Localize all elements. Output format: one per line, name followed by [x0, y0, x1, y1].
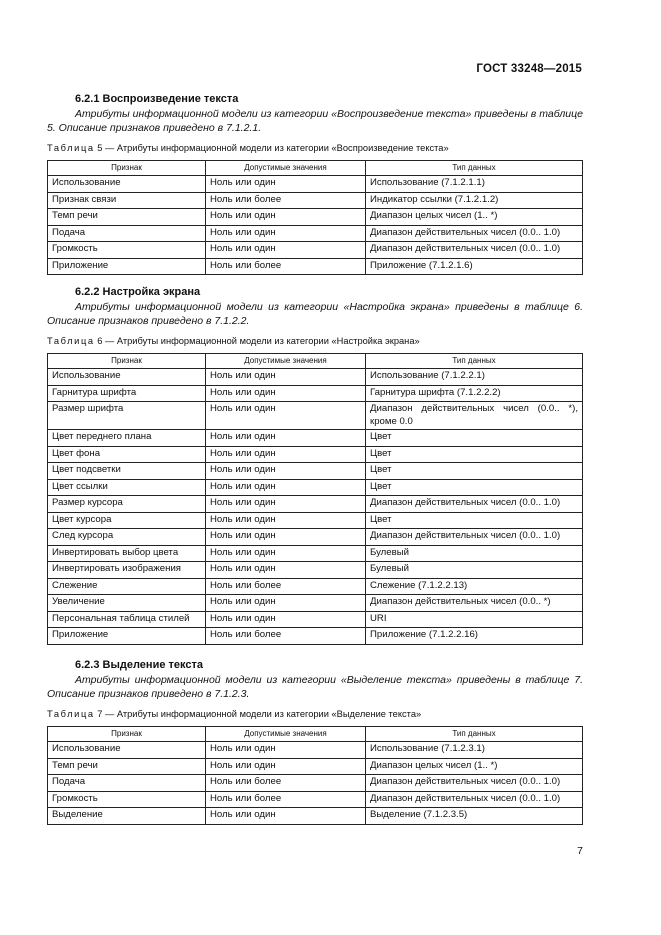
data-type-cell: Гарнитура шрифта (7.1.2.2.2): [366, 385, 583, 402]
attribute-cell: Цвет переднего плана: [48, 430, 206, 447]
attribute-cell: Использование: [48, 742, 206, 759]
attribute-cell: Темп речи: [48, 758, 206, 775]
table-caption: [47, 143, 583, 154]
allowed-values-cell: Ноль или один: [206, 512, 366, 529]
data-type-cell: Приложение (7.1.2.2.16): [366, 628, 583, 645]
attribute-cell: Размер шрифта: [48, 402, 206, 430]
section-description: Атрибуты информационной модели из категории «Настройка экрана» приведены в таблице 6. Описание признаков приведено в 7.1.2.2.: [47, 301, 583, 327]
table-caption: [47, 336, 583, 347]
table-row: [48, 595, 583, 612]
column-header-values: Допустимые значения: [206, 161, 366, 176]
allowed-values-cell: Ноль или один: [206, 369, 366, 386]
data-type-cell: Диапазон целых чисел (1.. *): [366, 209, 583, 226]
attribute-cell: Громкость: [48, 791, 206, 808]
allowed-values-cell: Ноль или один: [206, 611, 366, 628]
table-row: [48, 578, 583, 595]
attribute-cell: Громкость: [48, 242, 206, 259]
allowed-values-cell: Ноль или один: [206, 402, 366, 430]
data-type-cell: Булевый: [366, 562, 583, 579]
attributes-table: [47, 160, 583, 275]
table-row: [48, 529, 583, 546]
attribute-cell: Признак связи: [48, 192, 206, 209]
section-6-2-1: [47, 93, 583, 275]
allowed-values-cell: Ноль или более: [206, 192, 366, 209]
allowed-values-cell: Ноль или один: [206, 742, 366, 759]
column-header-type: Тип данных: [366, 727, 583, 742]
table-row: [48, 369, 583, 386]
allowed-values-cell: Ноль или один: [206, 430, 366, 447]
attribute-cell: Цвет подсветки: [48, 463, 206, 480]
table-caption-prefix: Таблица: [47, 709, 95, 719]
attributes-table: [47, 353, 583, 645]
allowed-values-cell: Ноль или один: [206, 529, 366, 546]
table-row: [48, 385, 583, 402]
table-header-row: [48, 727, 583, 742]
allowed-values-cell: Ноль или более: [206, 791, 366, 808]
table-caption: [47, 709, 583, 720]
section-title: 6.2.1 Воспроизведение текста: [75, 93, 239, 105]
table-row: [48, 545, 583, 562]
data-type-cell: Выделение (7.1.2.3.5): [366, 808, 583, 825]
column-header-attribute: Признак: [48, 727, 206, 742]
allowed-values-cell: Ноль или один: [206, 446, 366, 463]
attribute-cell: Персональная таблица стилей: [48, 611, 206, 628]
data-type-cell: Диапазон целых чисел (1.. *): [366, 758, 583, 775]
table-row: [48, 742, 583, 759]
column-header-attribute: Признак: [48, 354, 206, 369]
allowed-values-cell: Ноль или один: [206, 225, 366, 242]
attribute-cell: Цвет фона: [48, 446, 206, 463]
data-type-cell: Диапазон действительных чисел (0.0.. 1.0): [366, 225, 583, 242]
attribute-cell: Подача: [48, 775, 206, 792]
table-row: [48, 176, 583, 193]
section-title: 6.2.3 Выделение текста: [75, 659, 203, 671]
table-row: [48, 758, 583, 775]
data-type-cell: Диапазон действительных чисел (0.0.. 1.0): [366, 775, 583, 792]
allowed-values-cell: Ноль или один: [206, 385, 366, 402]
section-title: 6.2.2 Настройка экрана: [75, 286, 201, 298]
table-row: [48, 258, 583, 275]
data-type-cell: Диапазон действительных чисел (0.0.. *), кроме 0.0: [366, 402, 583, 430]
attribute-cell: След курсора: [48, 529, 206, 546]
data-type-cell: Цвет: [366, 479, 583, 496]
section-description: Атрибуты информационной модели из категории «Воспроизведение текста» приведены в таблице 5. Описание признаков приведено в 7.1.2.1.: [47, 108, 583, 134]
allowed-values-cell: Ноль или один: [206, 176, 366, 193]
data-type-cell: Использование (7.1.2.2.1): [366, 369, 583, 386]
table-row: [48, 562, 583, 579]
data-type-cell: Диапазон действительных чисел (0.0.. 1.0): [366, 496, 583, 513]
allowed-values-cell: Ноль или более: [206, 628, 366, 645]
table-row: [48, 209, 583, 226]
allowed-values-cell: Ноль или более: [206, 775, 366, 792]
table-row: [48, 225, 583, 242]
document-id: ГОСТ 33248—2015: [476, 63, 582, 75]
attribute-cell: Цвет ссылки: [48, 479, 206, 496]
table-caption-prefix: Таблица: [47, 336, 95, 346]
data-type-cell: Цвет: [366, 446, 583, 463]
attribute-cell: Цвет курсора: [48, 512, 206, 529]
data-type-cell: Диапазон действительных чисел (0.0.. 1.0): [366, 791, 583, 808]
attribute-cell: Размер курсора: [48, 496, 206, 513]
table-row: [48, 791, 583, 808]
allowed-values-cell: Ноль или один: [206, 496, 366, 513]
allowed-values-cell: Ноль или один: [206, 595, 366, 612]
table-row: [48, 628, 583, 645]
attribute-cell: Темп речи: [48, 209, 206, 226]
data-type-cell: URI: [366, 611, 583, 628]
allowed-values-cell: Ноль или один: [206, 209, 366, 226]
table-row: [48, 775, 583, 792]
attribute-cell: Использование: [48, 369, 206, 386]
attributes-table: [47, 726, 583, 825]
attribute-cell: Подача: [48, 225, 206, 242]
table-row: [48, 242, 583, 259]
table-row: [48, 611, 583, 628]
column-header-values: Допустимые значения: [206, 354, 366, 369]
data-type-cell: Булевый: [366, 545, 583, 562]
data-type-cell: Приложение (7.1.2.1.6): [366, 258, 583, 275]
allowed-values-cell: Ноль или один: [206, 562, 366, 579]
allowed-values-cell: Ноль или один: [206, 758, 366, 775]
allowed-values-cell: Ноль или более: [206, 258, 366, 275]
data-type-cell: Использование (7.1.2.1.1): [366, 176, 583, 193]
attribute-cell: Гарнитура шрифта: [48, 385, 206, 402]
table-row: [48, 402, 583, 430]
allowed-values-cell: Ноль или один: [206, 479, 366, 496]
attribute-cell: Слежение: [48, 578, 206, 595]
table-row: [48, 808, 583, 825]
table-row: [48, 463, 583, 480]
data-type-cell: Цвет: [366, 463, 583, 480]
table-row: [48, 512, 583, 529]
table-caption-text: 7 — Атрибуты информационной модели из категории «Выделение текста»: [94, 709, 422, 719]
table-caption-text: 5 — Атрибуты информационной модели из категории «Воспроизведение текста»: [94, 143, 449, 153]
data-type-cell: Диапазон действительных чисел (0.0.. 1.0): [366, 529, 583, 546]
allowed-values-cell: Ноль или один: [206, 463, 366, 480]
table-header-row: [48, 354, 583, 369]
section-6-2-2: [47, 286, 583, 645]
data-type-cell: Диапазон действительных чисел (0.0.. *): [366, 595, 583, 612]
data-type-cell: Индикатор ссылки (7.1.2.1.2): [366, 192, 583, 209]
allowed-values-cell: Ноль или один: [206, 242, 366, 259]
attribute-cell: Приложение: [48, 258, 206, 275]
table-caption-prefix: Таблица: [47, 143, 95, 153]
attribute-cell: Приложение: [48, 628, 206, 645]
data-type-cell: Цвет: [366, 512, 583, 529]
attribute-cell: Инвертировать изображения: [48, 562, 206, 579]
allowed-values-cell: Ноль или более: [206, 578, 366, 595]
column-header-type: Тип данных: [366, 161, 583, 176]
table-row: [48, 496, 583, 513]
table-row: [48, 430, 583, 447]
column-header-type: Тип данных: [366, 354, 583, 369]
attribute-cell: Использование: [48, 176, 206, 193]
attribute-cell: Инвертировать выбор цвета: [48, 545, 206, 562]
attribute-cell: Увеличение: [48, 595, 206, 612]
table-row: [48, 479, 583, 496]
table-header-row: [48, 161, 583, 176]
column-header-values: Допустимые значения: [206, 727, 366, 742]
allowed-values-cell: Ноль или один: [206, 808, 366, 825]
table-row: [48, 446, 583, 463]
attribute-cell: Выделение: [48, 808, 206, 825]
table-row: [48, 192, 583, 209]
section-description: Атрибуты информационной модели из категории «Выделение текста» приведены в таблице 7. Описание признаков приведено в 7.1.2.3.: [47, 674, 583, 700]
data-type-cell: Цвет: [366, 430, 583, 447]
table-caption-text: 6 — Атрибуты информационной модели из категории «Настройка экрана»: [94, 336, 420, 346]
page-number: 7: [577, 845, 583, 857]
column-header-attribute: Признак: [48, 161, 206, 176]
data-type-cell: Слежение (7.1.2.2.13): [366, 578, 583, 595]
allowed-values-cell: Ноль или один: [206, 545, 366, 562]
data-type-cell: Диапазон действительных чисел (0.0.. 1.0): [366, 242, 583, 259]
section-6-2-3: [47, 659, 583, 825]
data-type-cell: Использование (7.1.2.3.1): [366, 742, 583, 759]
